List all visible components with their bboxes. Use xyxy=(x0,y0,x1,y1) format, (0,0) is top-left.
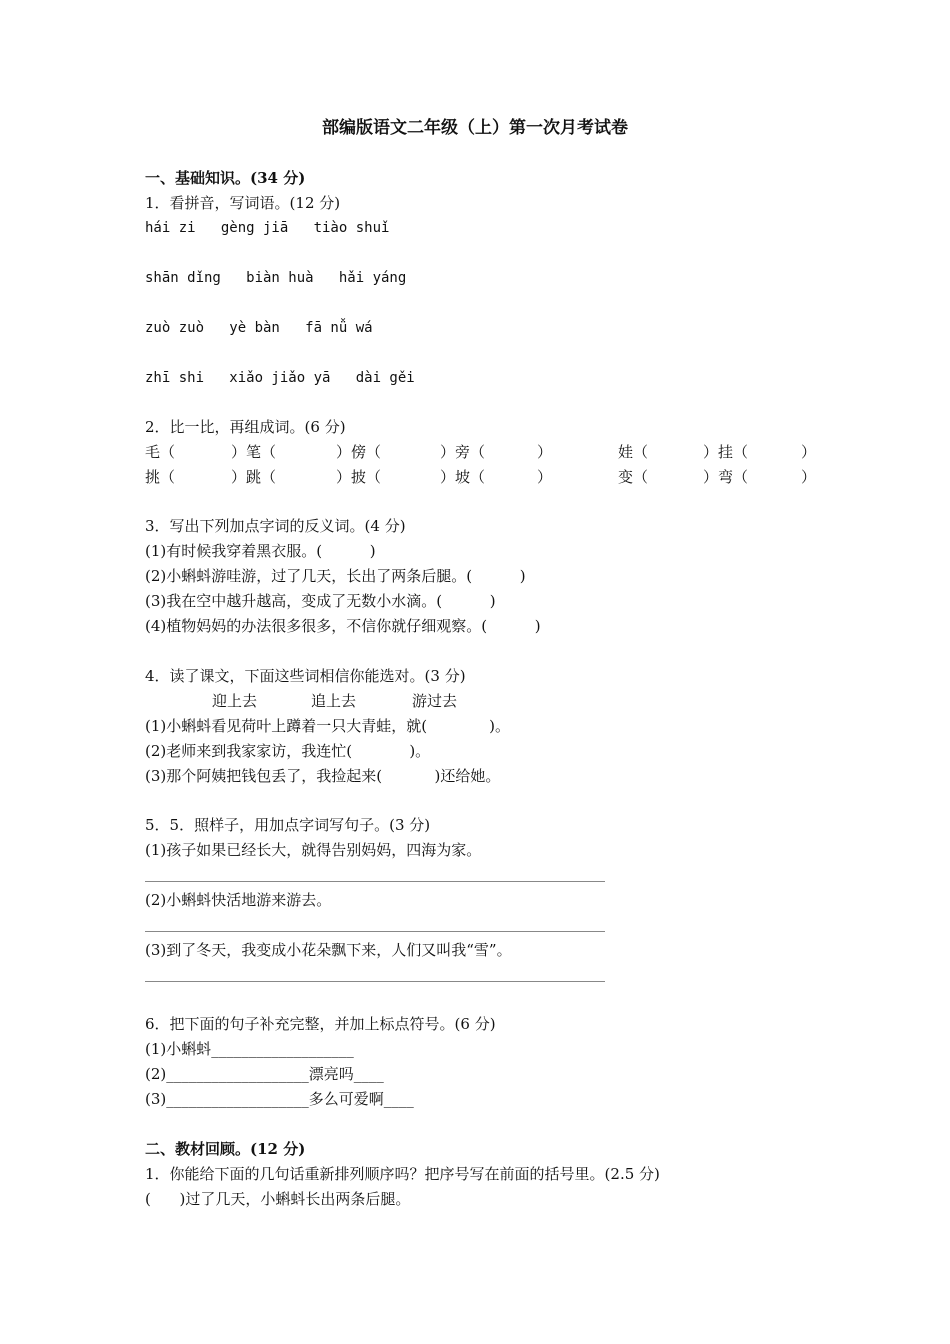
q4-word-2: 追上去 xyxy=(311,692,357,710)
q2-r2-c2: ）跳（ xyxy=(231,468,277,486)
q2-r2-c5: ） xyxy=(537,468,553,486)
q6-item-2: (2)___________________漂亮吗____ xyxy=(145,1065,384,1083)
q2-r2-c6: 变（ xyxy=(618,468,649,486)
q2-r1-c5: ） xyxy=(537,443,553,461)
q2-r2-c7: ）弯（ xyxy=(703,468,749,486)
q2-r2-c4: ）坡（ xyxy=(440,468,486,486)
s2-q1-item-1: ( )过了几天，小蝌蚪长出两条后腿。 xyxy=(145,1190,411,1208)
q2-r1-c8: ） xyxy=(801,443,817,461)
q4-item-1: (1)小蝌蚪看见荷叶上蹲着一只大青蛙，就( )。 xyxy=(145,717,510,735)
q4-word-3: 游过去 xyxy=(412,692,458,710)
q4-item-3: (3)那个阿姨把钱包丢了，我捡起来( )还给她。 xyxy=(145,767,501,785)
q3-item-2: (2)小蝌蚪游哇游，过了几天，长出了两条后腿。( ) xyxy=(145,567,526,585)
q2-r2-c8: ） xyxy=(801,468,817,486)
q6-item-3: (3)___________________多么可爱啊____ xyxy=(145,1090,414,1108)
q3-item-1: (1)有时候我穿着黑衣服。( ) xyxy=(145,542,376,560)
answer-line xyxy=(145,981,605,982)
q2-r1-c7: ）挂（ xyxy=(703,443,749,461)
section-2-heading: 二、教材回顾。(12 分) xyxy=(145,1140,306,1158)
q3-item-3: (3)我在空中越升越高，变成了无数小水滴。( ) xyxy=(145,592,496,610)
q5-item-1: (1)孩子如果已经长大，就得告别妈妈，四海为家。 xyxy=(145,841,482,859)
q1-prompt: 1．看拼音，写词语。(12 分) xyxy=(145,194,341,212)
answer-line xyxy=(145,881,605,882)
q2-r1-c1: 毛（ xyxy=(145,443,176,461)
s2-q1-prompt: 1．你能给下面的几句话重新排列顺序吗？把序号写在前面的括号里。(2.5 分) xyxy=(145,1165,660,1183)
pinyin-row-2: shān dǐng biàn huà hǎi yáng xyxy=(145,270,407,286)
pinyin-row-1: hái zi gèng jiā tiào shuǐ xyxy=(145,220,390,236)
q3-item-4: (4)植物妈妈的办法很多很多，不信你就仔细观察。( ) xyxy=(145,617,541,635)
q2-r2-c3: ）披（ xyxy=(336,468,382,486)
q5-item-2: (2)小蝌蚪快活地游来游去。 xyxy=(145,891,332,909)
pinyin-row-3: zuò zuò yè bàn fā nǚ wá xyxy=(145,320,373,336)
q6-prompt: 6．把下面的句子补充完整，并加上标点符号。(6 分) xyxy=(145,1015,496,1033)
q4-prompt: 4．读了课文，下面这些词相信你能选对。(3 分) xyxy=(145,667,466,685)
q6-item-1: (1)小蝌蚪___________________ xyxy=(145,1040,354,1058)
q2-r2-c1: 挑（ xyxy=(145,468,176,486)
q4-word-1: 迎上去 xyxy=(212,692,258,710)
pinyin-row-4: zhī shi xiǎo jiǎo yā dài gěi xyxy=(145,370,415,386)
q2-r1-c3: ）傍（ xyxy=(336,443,382,461)
q5-item-3: (3)到了冬天，我变成小花朵飘下来，人们又叫我“雪”。 xyxy=(145,941,512,959)
answer-line xyxy=(145,931,605,932)
q4-item-2: (2)老师来到我家家访，我连忙( )。 xyxy=(145,742,431,760)
q2-r1-c6: 娃（ xyxy=(618,443,649,461)
page-title: 部编版语文二年级（上）第一次月考试卷 xyxy=(322,118,628,138)
q2-r1-c2: ）笔（ xyxy=(231,443,277,461)
q3-prompt: 3．写出下列加点字词的反义词。(4 分) xyxy=(145,517,406,535)
q2-r1-c4: ）旁（ xyxy=(440,443,486,461)
q2-prompt: 2．比一比，再组成词。(6 分) xyxy=(145,418,346,436)
section-1-heading: 一、基础知识。(34 分) xyxy=(145,169,306,187)
q5-prompt: 5．5．照样子，用加点字词写句子。(3 分) xyxy=(145,816,431,834)
